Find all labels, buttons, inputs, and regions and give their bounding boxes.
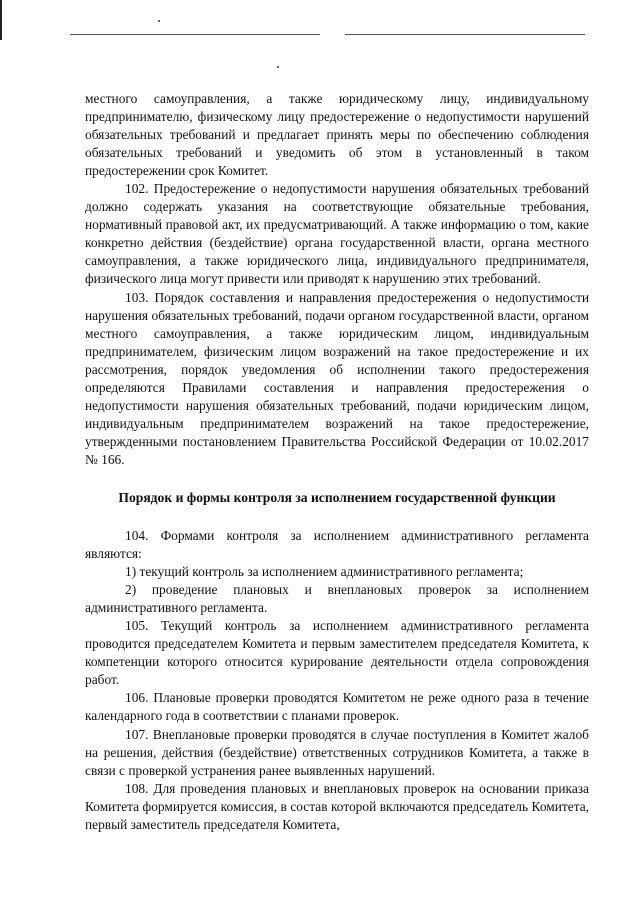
scan-speck	[158, 20, 160, 22]
paragraph-108: 108. Для проведения плановых и внеплановых проверок на основании приказа Комитета формируется комиссия, в состав которой включаются председатель Комитета, первый заместитель председателя Комитета,	[85, 780, 589, 832]
scan-speck	[277, 66, 279, 68]
scan-top-line	[70, 34, 320, 35]
document-page	[85, 90, 589, 834]
paragraph-106: 106. Плановые проверки проводятся Комитетом не реже одного раза в течение календарного года в соответствии с планами проверок.	[85, 690, 589, 724]
scan-top-line-right	[345, 34, 585, 35]
paragraph-102: 102. Предостережение о недопустимости нарушения обязательных требований должно содержать указания на соответствующие обязательные требования, нормативный правовой акт, их предусматривающий. А также информацию о том, какие конкретно действия (бездействие) органа государственной власти, органа местного самоуправления, а также юридического лица, индивидуального предпринимателя, физического лица могут привести или приводят к нарушению этих требований.	[85, 181, 589, 287]
paragraph-103: 103. Порядок составления и направления предостережения о недопустимости нарушения обязательных требований, подачи органом государственной власти, органом местного самоуправления, а также юридическим лицом, индивидуальным предпринимателем, физическим лицом возражений на такое предостережение и их рассмотрения, порядок уведомления об исполнении такого предостережения определяются Правилами составления и направления предостережения о недопустимости нарушения обязательных требований, подачи юридическим лицом, индивидуальным предпринимателем возражений на такое предостережение, утвержденными постановлением Правительства Российской Федерации от 10.02.2017 № 166.	[85, 289, 589, 467]
section-heading: Порядок и формы контроля за исполнением государственной функции	[118, 489, 556, 505]
paragraph-107: 107. Внеплановые проверки проводятся в случае поступления в Комитет жалоб на решения, действия (бездействие) ответственных сотрудников Комитета, а также в связи с проверкой устранения ранее выявленных нарушений.	[85, 726, 589, 778]
list-item-2: 2) проведение плановых и внеплановых проверок за исполнением административного регламента.	[85, 582, 589, 616]
paragraph-continuation: местного самоуправления, а также юридическому лицу, индивидуальному предпринимателю, физическому лицу предостережение о недопустимости нарушений обязательных требований и предлагает принять меры по обеспечению соблюдения обязательных требований и уведомить об этом в установленный в таком предостережении срок Комитет.	[85, 91, 589, 179]
paragraph-105: 105. Текущий контроль за исполнением административного регламента проводится председателем Комитета и первым заместителем председателя Комитета, к компетенции которого относится курирование деятельности отдела сопровождения работ.	[85, 618, 589, 688]
scan-left-edge	[0, 0, 2, 40]
list-item-1: 1) текущий контроль за исполнением административного регламента;	[125, 564, 524, 580]
paragraph-104: 104. Формами контроля за исполнением административного регламента являются:	[85, 527, 589, 562]
